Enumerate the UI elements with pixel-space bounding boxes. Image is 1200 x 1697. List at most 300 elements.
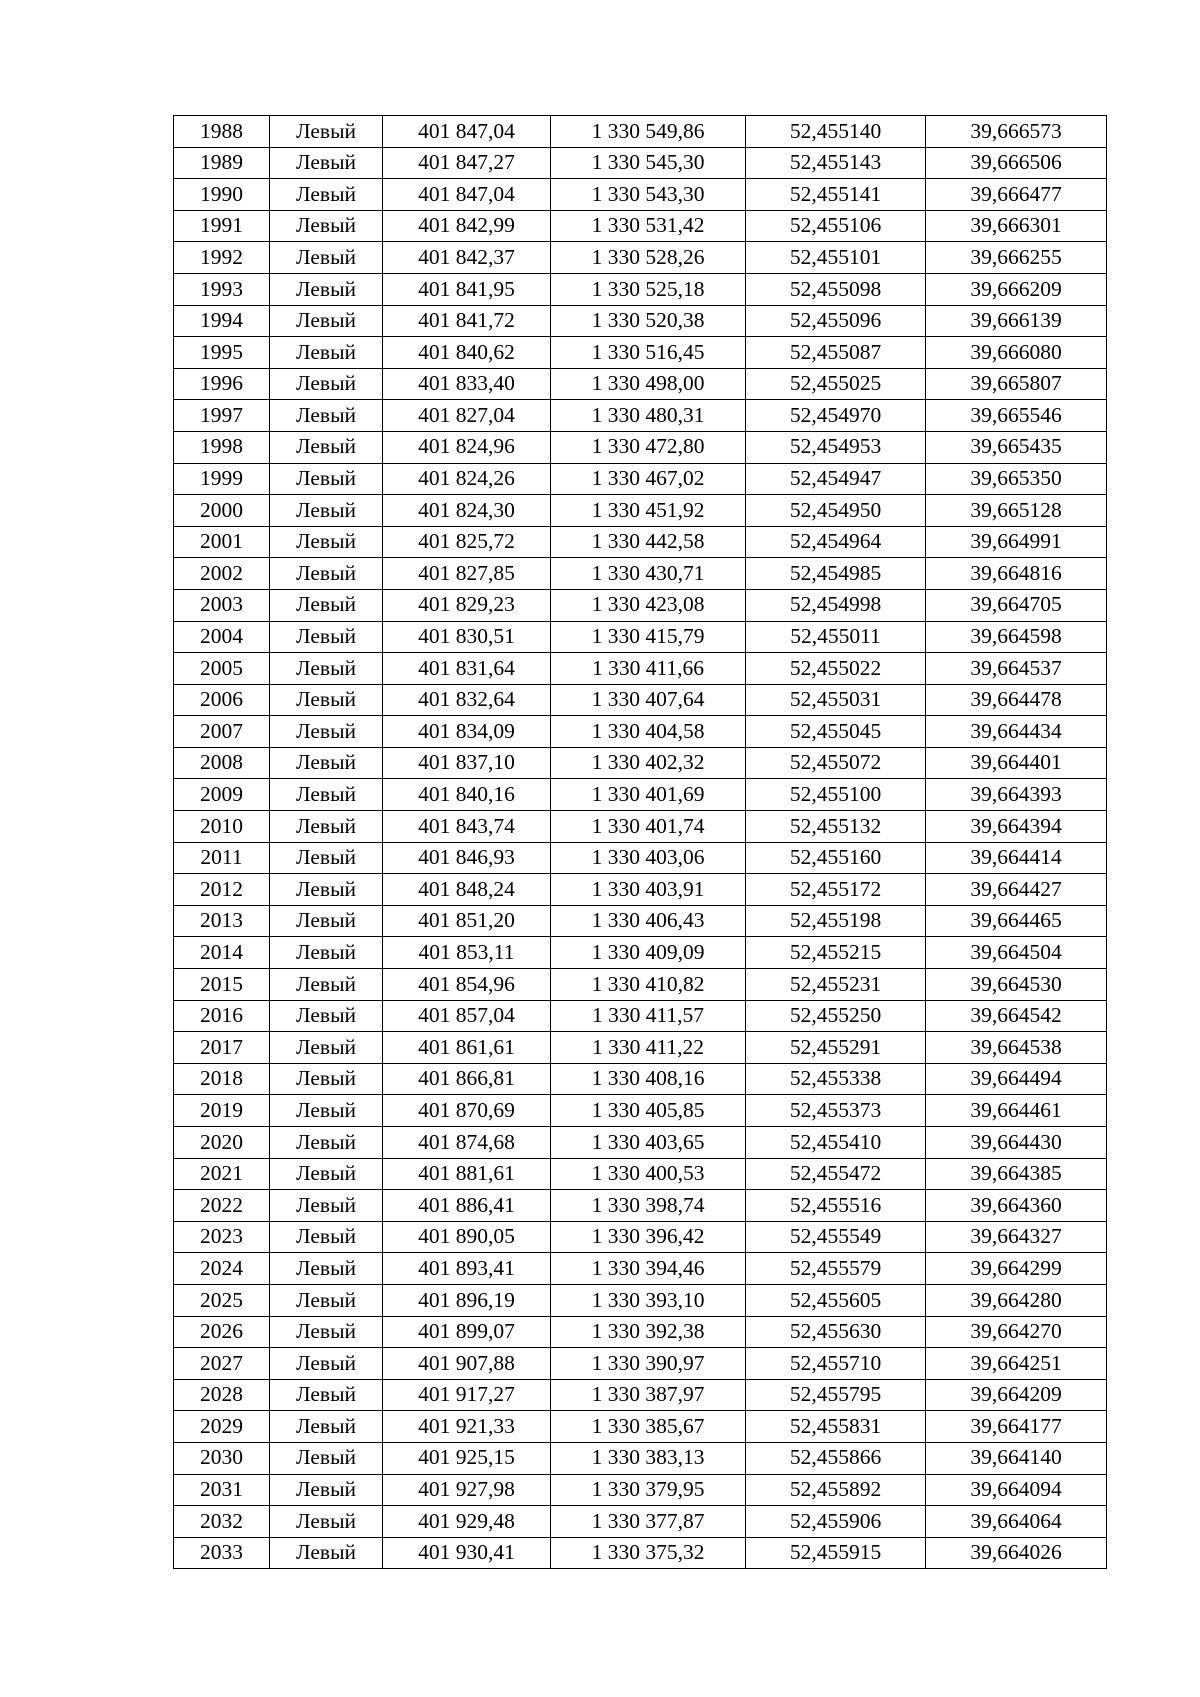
table-row: [174, 431, 1107, 463]
longitude-cell: 39,664705: [926, 589, 1107, 621]
longitude-cell: 39,665807: [926, 368, 1107, 400]
side-cell: Левый: [270, 589, 383, 621]
longitude-cell: 39,664430: [926, 1127, 1107, 1159]
x-coordinate-cell: 401 930,41: [383, 1537, 551, 1569]
latitude-cell: 52,454964: [746, 526, 926, 558]
point-number-cell: 2004: [174, 621, 270, 653]
x-coordinate-cell: 401 840,62: [383, 337, 551, 369]
y-coordinate-cell: 1 330 401,69: [551, 779, 746, 811]
x-coordinate-cell: 401 829,23: [383, 589, 551, 621]
table-row: [174, 1095, 1107, 1127]
point-number-cell: 2000: [174, 495, 270, 527]
y-coordinate-cell: 1 330 403,91: [551, 874, 746, 906]
side-cell: Левый: [270, 337, 383, 369]
side-cell: Левый: [270, 747, 383, 779]
latitude-cell: 52,455250: [746, 1000, 926, 1032]
side-cell: Левый: [270, 242, 383, 274]
longitude-cell: 39,664401: [926, 747, 1107, 779]
y-coordinate-cell: 1 330 402,32: [551, 747, 746, 779]
y-coordinate-cell: 1 330 409,09: [551, 937, 746, 969]
table-row: [174, 1000, 1107, 1032]
point-number-cell: 2002: [174, 558, 270, 590]
table-row: [174, 1537, 1107, 1569]
point-number-cell: 2003: [174, 589, 270, 621]
latitude-cell: 52,455710: [746, 1348, 926, 1380]
side-cell: Левый: [270, 400, 383, 432]
x-coordinate-cell: 401 830,51: [383, 621, 551, 653]
side-cell: Левый: [270, 558, 383, 590]
side-cell: Левый: [270, 431, 383, 463]
point-number-cell: 2031: [174, 1474, 270, 1506]
latitude-cell: 52,455795: [746, 1379, 926, 1411]
longitude-cell: 39,664991: [926, 526, 1107, 558]
point-number-cell: 2015: [174, 969, 270, 1001]
longitude-cell: 39,664064: [926, 1506, 1107, 1538]
latitude-cell: 52,455892: [746, 1474, 926, 1506]
side-cell: Левый: [270, 653, 383, 685]
table-row: [174, 1348, 1107, 1380]
table-row: [174, 1158, 1107, 1190]
point-number-cell: 2029: [174, 1411, 270, 1443]
longitude-cell: 39,664537: [926, 653, 1107, 685]
point-number-cell: 2013: [174, 905, 270, 937]
table-row: [174, 1253, 1107, 1285]
point-number-cell: 2025: [174, 1284, 270, 1316]
longitude-cell: 39,664504: [926, 937, 1107, 969]
point-number-cell: 2017: [174, 1032, 270, 1064]
longitude-cell: 39,665546: [926, 400, 1107, 432]
latitude-cell: 52,455549: [746, 1221, 926, 1253]
y-coordinate-cell: 1 330 390,97: [551, 1348, 746, 1380]
latitude-cell: 52,455198: [746, 905, 926, 937]
longitude-cell: 39,664427: [926, 874, 1107, 906]
y-coordinate-cell: 1 330 396,42: [551, 1221, 746, 1253]
table-row: [174, 842, 1107, 874]
point-number-cell: 2020: [174, 1127, 270, 1159]
y-coordinate-cell: 1 330 405,85: [551, 1095, 746, 1127]
x-coordinate-cell: 401 847,27: [383, 147, 551, 179]
longitude-cell: 39,664360: [926, 1190, 1107, 1222]
side-cell: Левый: [270, 716, 383, 748]
side-cell: Левый: [270, 116, 383, 148]
x-coordinate-cell: 401 847,04: [383, 116, 551, 148]
table-row: [174, 779, 1107, 811]
side-cell: Левый: [270, 969, 383, 1001]
y-coordinate-cell: 1 330 394,46: [551, 1253, 746, 1285]
side-cell: Левый: [270, 874, 383, 906]
longitude-cell: 39,666209: [926, 273, 1107, 305]
longitude-cell: 39,664140: [926, 1442, 1107, 1474]
point-number-cell: 2030: [174, 1442, 270, 1474]
side-cell: Левый: [270, 495, 383, 527]
side-cell: Левый: [270, 621, 383, 653]
latitude-cell: 52,455906: [746, 1506, 926, 1538]
longitude-cell: 39,664385: [926, 1158, 1107, 1190]
table-row: [174, 116, 1107, 148]
side-cell: Левый: [270, 179, 383, 211]
x-coordinate-cell: 401 874,68: [383, 1127, 551, 1159]
x-coordinate-cell: 401 846,93: [383, 842, 551, 874]
y-coordinate-cell: 1 330 379,95: [551, 1474, 746, 1506]
coordinates-table: [173, 115, 1107, 1569]
table-row: [174, 526, 1107, 558]
y-coordinate-cell: 1 330 525,18: [551, 273, 746, 305]
latitude-cell: 52,454947: [746, 463, 926, 495]
latitude-cell: 52,455141: [746, 179, 926, 211]
longitude-cell: 39,664394: [926, 811, 1107, 843]
point-number-cell: 1990: [174, 179, 270, 211]
point-number-cell: 2032: [174, 1506, 270, 1538]
longitude-cell: 39,664434: [926, 716, 1107, 748]
y-coordinate-cell: 1 330 408,16: [551, 1063, 746, 1095]
longitude-cell: 39,664494: [926, 1063, 1107, 1095]
x-coordinate-cell: 401 854,96: [383, 969, 551, 1001]
latitude-cell: 52,455106: [746, 210, 926, 242]
y-coordinate-cell: 1 330 528,26: [551, 242, 746, 274]
longitude-cell: 39,666573: [926, 116, 1107, 148]
latitude-cell: 52,455338: [746, 1063, 926, 1095]
side-cell: Левый: [270, 1379, 383, 1411]
point-number-cell: 1996: [174, 368, 270, 400]
x-coordinate-cell: 401 840,16: [383, 779, 551, 811]
table-row: [174, 463, 1107, 495]
x-coordinate-cell: 401 917,27: [383, 1379, 551, 1411]
side-cell: Левый: [270, 1158, 383, 1190]
table-row: [174, 305, 1107, 337]
x-coordinate-cell: 401 824,96: [383, 431, 551, 463]
x-coordinate-cell: 401 842,37: [383, 242, 551, 274]
y-coordinate-cell: 1 330 400,53: [551, 1158, 746, 1190]
side-cell: Левый: [270, 1095, 383, 1127]
table-row: [174, 653, 1107, 685]
longitude-cell: 39,664251: [926, 1348, 1107, 1380]
side-cell: Левый: [270, 1032, 383, 1064]
x-coordinate-cell: 401 841,72: [383, 305, 551, 337]
side-cell: Левый: [270, 1221, 383, 1253]
point-number-cell: 1991: [174, 210, 270, 242]
latitude-cell: 52,454985: [746, 558, 926, 590]
table-row: [174, 621, 1107, 653]
side-cell: Левый: [270, 905, 383, 937]
x-coordinate-cell: 401 833,40: [383, 368, 551, 400]
latitude-cell: 52,455025: [746, 368, 926, 400]
side-cell: Левый: [270, 1127, 383, 1159]
table-row: [174, 273, 1107, 305]
y-coordinate-cell: 1 330 404,58: [551, 716, 746, 748]
longitude-cell: 39,665128: [926, 495, 1107, 527]
table-row: [174, 1284, 1107, 1316]
latitude-cell: 52,455087: [746, 337, 926, 369]
latitude-cell: 52,455031: [746, 684, 926, 716]
y-coordinate-cell: 1 330 451,92: [551, 495, 746, 527]
point-number-cell: 2024: [174, 1253, 270, 1285]
point-number-cell: 2014: [174, 937, 270, 969]
table-row: [174, 1506, 1107, 1538]
table-row: [174, 589, 1107, 621]
table-row: [174, 179, 1107, 211]
side-cell: Левый: [270, 1537, 383, 1569]
y-coordinate-cell: 1 330 423,08: [551, 589, 746, 621]
point-number-cell: 1993: [174, 273, 270, 305]
side-cell: Левый: [270, 1190, 383, 1222]
point-number-cell: 2026: [174, 1316, 270, 1348]
latitude-cell: 52,455579: [746, 1253, 926, 1285]
x-coordinate-cell: 401 921,33: [383, 1411, 551, 1443]
latitude-cell: 52,455291: [746, 1032, 926, 1064]
table-row: [174, 1316, 1107, 1348]
point-number-cell: 2011: [174, 842, 270, 874]
longitude-cell: 39,664280: [926, 1284, 1107, 1316]
longitude-cell: 39,664094: [926, 1474, 1107, 1506]
side-cell: Левый: [270, 147, 383, 179]
x-coordinate-cell: 401 899,07: [383, 1316, 551, 1348]
latitude-cell: 52,455231: [746, 969, 926, 1001]
table-row: [174, 1190, 1107, 1222]
latitude-cell: 52,455605: [746, 1284, 926, 1316]
y-coordinate-cell: 1 330 410,82: [551, 969, 746, 1001]
x-coordinate-cell: 401 843,74: [383, 811, 551, 843]
side-cell: Левый: [270, 1411, 383, 1443]
latitude-cell: 52,454970: [746, 400, 926, 432]
longitude-cell: 39,665350: [926, 463, 1107, 495]
point-number-cell: 2021: [174, 1158, 270, 1190]
point-number-cell: 1988: [174, 116, 270, 148]
y-coordinate-cell: 1 330 545,30: [551, 147, 746, 179]
point-number-cell: 2016: [174, 1000, 270, 1032]
table-row: [174, 242, 1107, 274]
y-coordinate-cell: 1 330 375,32: [551, 1537, 746, 1569]
x-coordinate-cell: 401 832,64: [383, 684, 551, 716]
point-number-cell: 1989: [174, 147, 270, 179]
table-row: [174, 1032, 1107, 1064]
table-row: [174, 400, 1107, 432]
latitude-cell: 52,455915: [746, 1537, 926, 1569]
longitude-cell: 39,664393: [926, 779, 1107, 811]
point-number-cell: 2023: [174, 1221, 270, 1253]
side-cell: Левый: [270, 1253, 383, 1285]
longitude-cell: 39,666139: [926, 305, 1107, 337]
side-cell: Левый: [270, 1063, 383, 1095]
y-coordinate-cell: 1 330 406,43: [551, 905, 746, 937]
table-row: [174, 747, 1107, 779]
y-coordinate-cell: 1 330 516,45: [551, 337, 746, 369]
point-number-cell: 1997: [174, 400, 270, 432]
latitude-cell: 52,455072: [746, 747, 926, 779]
table-row: [174, 337, 1107, 369]
point-number-cell: 1994: [174, 305, 270, 337]
latitude-cell: 52,455516: [746, 1190, 926, 1222]
table-row: [174, 1442, 1107, 1474]
latitude-cell: 52,455172: [746, 874, 926, 906]
longitude-cell: 39,664299: [926, 1253, 1107, 1285]
longitude-cell: 39,664026: [926, 1537, 1107, 1569]
longitude-cell: 39,666080: [926, 337, 1107, 369]
x-coordinate-cell: 401 831,64: [383, 653, 551, 685]
point-number-cell: 2005: [174, 653, 270, 685]
y-coordinate-cell: 1 330 392,38: [551, 1316, 746, 1348]
y-coordinate-cell: 1 330 383,13: [551, 1442, 746, 1474]
x-coordinate-cell: 401 824,30: [383, 495, 551, 527]
latitude-cell: 52,455100: [746, 779, 926, 811]
y-coordinate-cell: 1 330 398,74: [551, 1190, 746, 1222]
table-row: [174, 811, 1107, 843]
side-cell: Левый: [270, 273, 383, 305]
longitude-cell: 39,664478: [926, 684, 1107, 716]
x-coordinate-cell: 401 827,85: [383, 558, 551, 590]
table-row: [174, 1379, 1107, 1411]
point-number-cell: 2001: [174, 526, 270, 558]
table-row: [174, 1221, 1107, 1253]
x-coordinate-cell: 401 827,04: [383, 400, 551, 432]
latitude-cell: 52,455866: [746, 1442, 926, 1474]
longitude-cell: 39,664209: [926, 1379, 1107, 1411]
y-coordinate-cell: 1 330 377,87: [551, 1506, 746, 1538]
y-coordinate-cell: 1 330 407,64: [551, 684, 746, 716]
y-coordinate-cell: 1 330 387,97: [551, 1379, 746, 1411]
table-row: [174, 1411, 1107, 1443]
y-coordinate-cell: 1 330 549,86: [551, 116, 746, 148]
side-cell: Левый: [270, 779, 383, 811]
y-coordinate-cell: 1 330 467,02: [551, 463, 746, 495]
y-coordinate-cell: 1 330 415,79: [551, 621, 746, 653]
x-coordinate-cell: 401 837,10: [383, 747, 551, 779]
point-number-cell: 2010: [174, 811, 270, 843]
point-number-cell: 2007: [174, 716, 270, 748]
x-coordinate-cell: 401 925,15: [383, 1442, 551, 1474]
latitude-cell: 52,455472: [746, 1158, 926, 1190]
x-coordinate-cell: 401 824,26: [383, 463, 551, 495]
side-cell: Левый: [270, 842, 383, 874]
y-coordinate-cell: 1 330 385,67: [551, 1411, 746, 1443]
latitude-cell: 52,455101: [746, 242, 926, 274]
side-cell: Левый: [270, 1000, 383, 1032]
table-row: [174, 716, 1107, 748]
table-row: [174, 937, 1107, 969]
y-coordinate-cell: 1 330 411,66: [551, 653, 746, 685]
latitude-cell: 52,455373: [746, 1095, 926, 1127]
y-coordinate-cell: 1 330 472,80: [551, 431, 746, 463]
latitude-cell: 52,455831: [746, 1411, 926, 1443]
table-row: [174, 558, 1107, 590]
latitude-cell: 52,455140: [746, 116, 926, 148]
y-coordinate-cell: 1 330 401,74: [551, 811, 746, 843]
x-coordinate-cell: 401 890,05: [383, 1221, 551, 1253]
side-cell: Левый: [270, 811, 383, 843]
y-coordinate-cell: 1 330 403,06: [551, 842, 746, 874]
table-row: [174, 905, 1107, 937]
y-coordinate-cell: 1 330 480,31: [551, 400, 746, 432]
longitude-cell: 39,664465: [926, 905, 1107, 937]
x-coordinate-cell: 401 896,19: [383, 1284, 551, 1316]
side-cell: Левый: [270, 684, 383, 716]
latitude-cell: 52,455215: [746, 937, 926, 969]
x-coordinate-cell: 401 851,20: [383, 905, 551, 937]
table-row: [174, 1063, 1107, 1095]
table-row: [174, 210, 1107, 242]
longitude-cell: 39,664414: [926, 842, 1107, 874]
table-row: [174, 1127, 1107, 1159]
x-coordinate-cell: 401 861,61: [383, 1032, 551, 1064]
y-coordinate-cell: 1 330 520,38: [551, 305, 746, 337]
y-coordinate-cell: 1 330 393,10: [551, 1284, 746, 1316]
x-coordinate-cell: 401 870,69: [383, 1095, 551, 1127]
x-coordinate-cell: 401 866,81: [383, 1063, 551, 1095]
side-cell: Левый: [270, 1284, 383, 1316]
point-number-cell: 2006: [174, 684, 270, 716]
side-cell: Левый: [270, 1348, 383, 1380]
longitude-cell: 39,664177: [926, 1411, 1107, 1443]
point-number-cell: 2008: [174, 747, 270, 779]
x-coordinate-cell: 401 886,41: [383, 1190, 551, 1222]
longitude-cell: 39,664530: [926, 969, 1107, 1001]
table-row: [174, 1474, 1107, 1506]
x-coordinate-cell: 401 834,09: [383, 716, 551, 748]
x-coordinate-cell: 401 842,99: [383, 210, 551, 242]
latitude-cell: 52,455630: [746, 1316, 926, 1348]
x-coordinate-cell: 401 927,98: [383, 1474, 551, 1506]
x-coordinate-cell: 401 893,41: [383, 1253, 551, 1285]
y-coordinate-cell: 1 330 411,57: [551, 1000, 746, 1032]
latitude-cell: 52,455096: [746, 305, 926, 337]
latitude-cell: 52,454953: [746, 431, 926, 463]
longitude-cell: 39,664461: [926, 1095, 1107, 1127]
point-number-cell: 2027: [174, 1348, 270, 1380]
point-number-cell: 2009: [174, 779, 270, 811]
longitude-cell: 39,666506: [926, 147, 1107, 179]
table-row: [174, 147, 1107, 179]
latitude-cell: 52,454950: [746, 495, 926, 527]
longitude-cell: 39,664598: [926, 621, 1107, 653]
side-cell: Левый: [270, 210, 383, 242]
point-number-cell: 2033: [174, 1537, 270, 1569]
x-coordinate-cell: 401 929,48: [383, 1506, 551, 1538]
longitude-cell: 39,664270: [926, 1316, 1107, 1348]
coordinates-table-body: [174, 116, 1107, 1569]
longitude-cell: 39,665435: [926, 431, 1107, 463]
longitude-cell: 39,664327: [926, 1221, 1107, 1253]
side-cell: Левый: [270, 305, 383, 337]
x-coordinate-cell: 401 848,24: [383, 874, 551, 906]
table-row: [174, 969, 1107, 1001]
latitude-cell: 52,455045: [746, 716, 926, 748]
point-number-cell: 2022: [174, 1190, 270, 1222]
y-coordinate-cell: 1 330 442,58: [551, 526, 746, 558]
side-cell: Левый: [270, 463, 383, 495]
y-coordinate-cell: 1 330 430,71: [551, 558, 746, 590]
latitude-cell: 52,454998: [746, 589, 926, 621]
x-coordinate-cell: 401 857,04: [383, 1000, 551, 1032]
longitude-cell: 39,664542: [926, 1000, 1107, 1032]
point-number-cell: 2018: [174, 1063, 270, 1095]
side-cell: Левый: [270, 526, 383, 558]
point-number-cell: 1995: [174, 337, 270, 369]
point-number-cell: 1998: [174, 431, 270, 463]
table-row: [174, 495, 1107, 527]
side-cell: Левый: [270, 937, 383, 969]
point-number-cell: 2019: [174, 1095, 270, 1127]
side-cell: Левый: [270, 1506, 383, 1538]
latitude-cell: 52,455022: [746, 653, 926, 685]
y-coordinate-cell: 1 330 498,00: [551, 368, 746, 400]
side-cell: Левый: [270, 368, 383, 400]
x-coordinate-cell: 401 825,72: [383, 526, 551, 558]
latitude-cell: 52,455143: [746, 147, 926, 179]
side-cell: Левый: [270, 1442, 383, 1474]
x-coordinate-cell: 401 907,88: [383, 1348, 551, 1380]
x-coordinate-cell: 401 881,61: [383, 1158, 551, 1190]
latitude-cell: 52,455410: [746, 1127, 926, 1159]
x-coordinate-cell: 401 853,11: [383, 937, 551, 969]
